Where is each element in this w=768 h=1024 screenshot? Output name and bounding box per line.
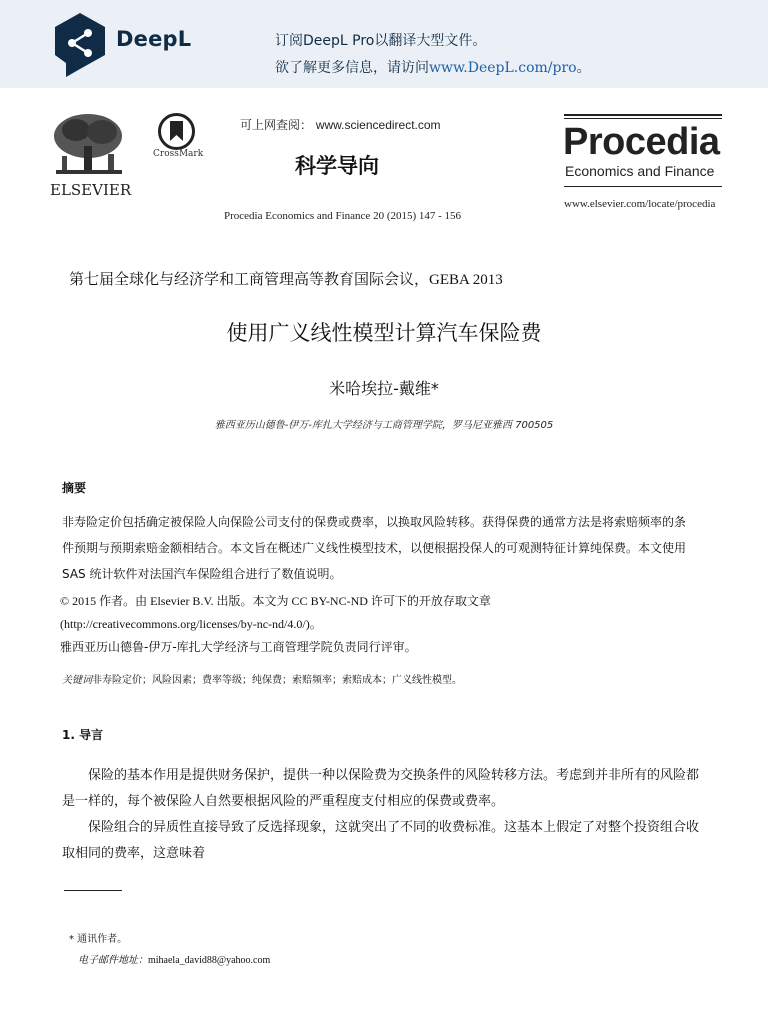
procedia-rule (564, 114, 722, 116)
procedia-url[interactable]: www.elsevier.com/locate/procedia (564, 198, 716, 210)
elsevier-tree-logo-icon (50, 112, 127, 180)
email-label: 电子邮件地址： (78, 955, 148, 966)
conference-name (69, 268, 503, 289)
conference-prefix: 第七届全球化与经济学和工商管理高等教育国际会议， (69, 270, 430, 288)
author: 米哈埃拉-戴维* (329, 379, 439, 398)
abstract-line: 件预期与预期索赔金额相结合。本文旨在概述广义线性模型技术，以便根据投保人的可观测特征计算纯保费。本文使用 (62, 541, 687, 555)
corresponding-author-note: * 通讯作者。 (69, 934, 128, 945)
license-link[interactable]: (http://creativecommons.org/licenses/by-nc-nd/4.0/)。 (60, 617, 322, 631)
abstract-line: 非寿险定价包括确定被保险人向保险公司支付的保费或费率，以换取风险转移。获得保费的通常方法是将索赔频率的条 (62, 515, 687, 529)
copyright-line: © 2015 作者。由 Elsevier B.V. 出版。本文为 CC BY-NC-ND 许可下的开放存取文章 (60, 594, 491, 608)
email-address[interactable]: mihaela_david88@yahoo.com (148, 955, 271, 966)
conference-suffix: GEBA 2013 (429, 272, 503, 288)
citation: Procedia Economics and Finance 20 (2015) 147 - 156 (224, 210, 462, 222)
keywords (62, 671, 707, 686)
journal-name: 科学导向 (295, 154, 379, 178)
promo-line-more-info (275, 57, 591, 77)
procedia-rule (564, 118, 722, 119)
introduction-paragraph: 保险组合的异质性直接导致了反选择现象，这就突出了不同的收费标准。这基本上假定了对整个投资组合收取相同的费率，这意味着 (62, 820, 700, 861)
abstract-body (62, 509, 707, 587)
online-at-label: 可上网查阅： (240, 118, 313, 132)
procedia-rule (564, 186, 722, 187)
promo-prefix: 欲了解更多信息，请访问 (275, 60, 429, 76)
copyright-notice (60, 590, 720, 659)
introduction-paragraph: 保险的基本作用是提供财务保护，提供一种以保险费为交换条件的风险转移方法。考虑到并非所有的风险都是一样的，每个被保险人自然要根据风险的严重程度支付相应的保费或费率。 (62, 768, 700, 809)
crossmark-label: CrossMark (153, 149, 204, 159)
affiliation: 雅西亚历山德鲁-伊万-库扎大学经济与工商管理学院，罗马尼亚雅西 700505 (214, 420, 554, 431)
email-line (78, 951, 270, 966)
footnote-divider (64, 890, 122, 891)
elsevier-wordmark: ELSEVIER (50, 181, 132, 199)
keywords-label: 关键词 (62, 675, 92, 686)
procedia-subtitle: Economics and Finance (565, 163, 715, 179)
deepl-logo-text[interactable]: DeepL (116, 27, 192, 51)
online-availability (240, 116, 441, 133)
crossmark-icon[interactable] (158, 113, 195, 150)
abstract-heading: 摘要 (62, 481, 87, 495)
paper-title: 使用广义线性模型计算汽车保险费 (226, 321, 542, 345)
sciencedirect-link[interactable]: www.sciencedirect.com (315, 118, 441, 132)
introduction-heading: 1. 导言 (62, 728, 104, 742)
deepl-pro-link[interactable]: www.DeepL.com/pro (429, 60, 577, 76)
abstract-line: SAS 统计软件对法国汽车保险组合进行了数值说明。 (62, 567, 342, 581)
keywords-list: 非寿险定价；风险因素；费率等级；纯保费；索赔频率；索赔成本；广义线性模型。 (92, 675, 462, 686)
promo-line-subscribe: 订阅DeepL Pro以翻译大型文件。 (275, 33, 487, 49)
procedia-title: Procedia (563, 121, 720, 163)
promo-suffix: 。 (576, 60, 591, 76)
peer-review-line: 雅西亚历山德鲁-伊万-库扎大学经济与工商管理学院负责同行评审。 (60, 640, 417, 654)
introduction-body (62, 763, 710, 867)
deepl-logo-icon[interactable] (52, 11, 108, 77)
